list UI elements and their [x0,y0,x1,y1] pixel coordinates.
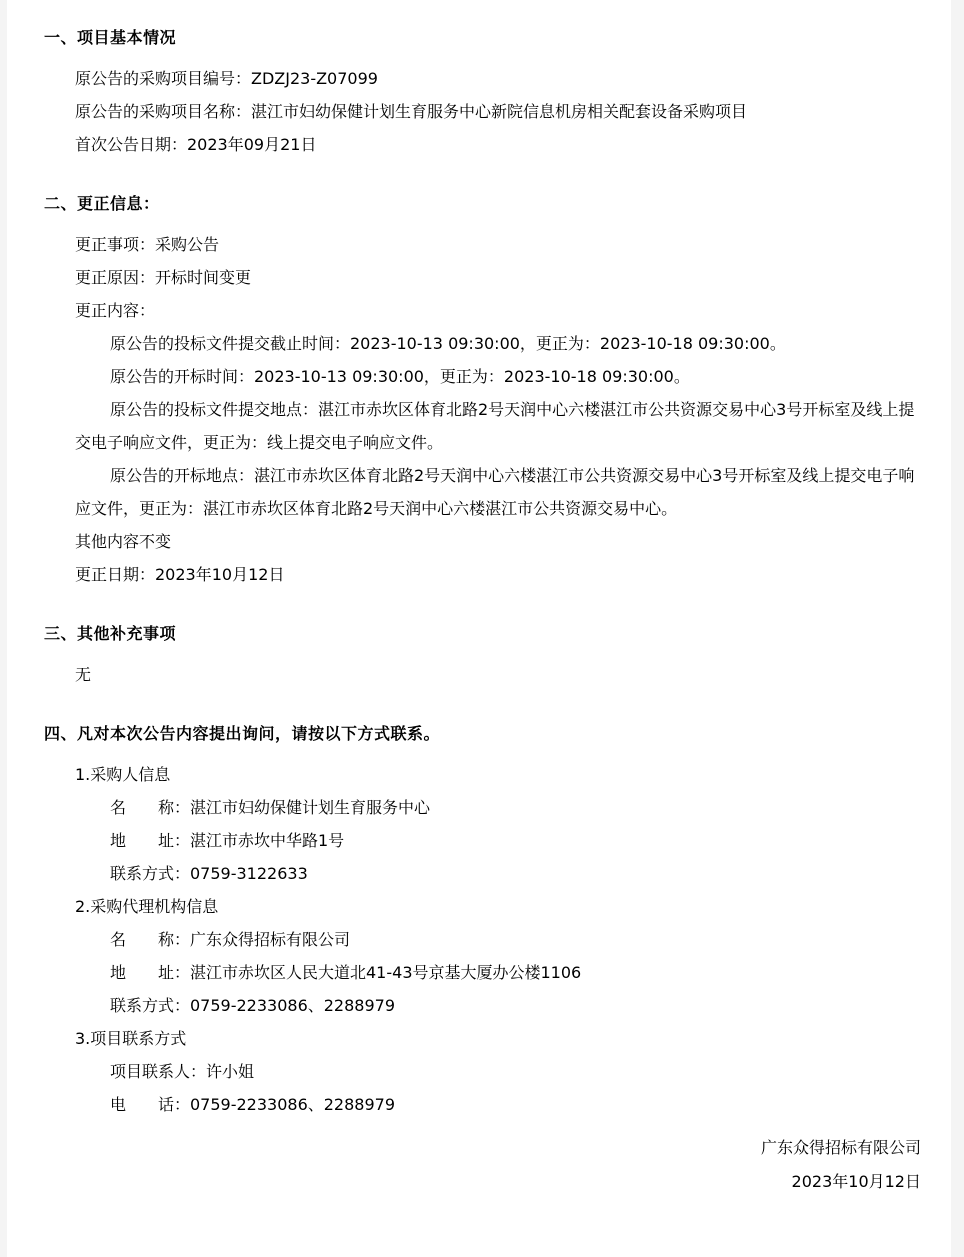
line-original-project-name: 原公告的采购项目名称：湛江市妇幼保健计划生育服务中心新院信息机房相关配套设备采购项目 [75,102,748,121]
line-project-contact-person: 项目联系人：许小姐 [110,1062,255,1081]
section-heading-basic-info: 一、项目基本情况 [44,28,177,47]
line-first-announcement-date: 首次公告日期：2023年09月21日 [75,135,317,154]
line-agency-address: 地 址：湛江市赤坎区人民大道北41-43号京基大厦办公楼1106 [110,963,582,982]
signature-company: 广东众得招标有限公司 [760,1138,921,1157]
section-heading-supplementary: 三、其他补充事项 [44,624,177,643]
signature-date: 2023年10月12日 [791,1172,921,1191]
line-correction-date: 更正日期：2023年10月12日 [75,565,285,584]
notice-body [44,21,921,1199]
line-supplementary-none: 无 [75,665,92,684]
section-heading-correction-info: 二、更正信息： [44,194,160,213]
line-bid-opening-place-change: 原公告的开标地点：湛江市赤坎区体育北路2号天润中心六楼湛江市公共资源交易中心3号开标室及线上提交电子响应文件，更正为：湛江市赤坎区体育北路2号天润中心六楼湛江市公共资源交易中心。 [75,466,915,518]
line-project-phone: 电 话：0759-2233086、2288979 [110,1095,396,1114]
line-correction-item: 更正事项：采购公告 [75,235,220,254]
line-submission-deadline-change: 原公告的投标文件提交截止时间：2023-10-13 09:30:00，更正为：2023-10-18 09:30:00。 [110,334,786,353]
line-original-project-number: 原公告的采购项目编号：ZDZJ23-Z07099 [75,69,378,88]
line-buyer-address: 地 址：湛江市赤坎中华路1号 [110,831,345,850]
line-correction-content-label: 更正内容： [75,301,156,320]
line-buyer-contact: 联系方式：0759-3122633 [110,864,308,883]
line-buyer-info-title: 1.采购人信息 [75,765,171,784]
line-agency-name: 名 称：广东众得招标有限公司 [110,930,351,949]
line-correction-reason: 更正原因：开标时间变更 [75,268,252,287]
line-agency-contact: 联系方式：0759-2233086、2288979 [110,996,396,1015]
line-bid-opening-time-change: 原公告的开标时间：2023-10-13 09:30:00，更正为：2023-10-18 09:30:00。 [110,367,690,386]
line-other-content-unchanged: 其他内容不变 [75,532,172,551]
document-page [7,0,951,1257]
section-heading-contact: 四、凡对本次公告内容提出询问，请按以下方式联系。 [44,724,441,743]
line-submission-place-change: 原公告的投标文件提交地点：湛江市赤坎区体育北路2号天润中心六楼湛江市公共资源交易中心3号开标室及线上提交电子响应文件，更正为：线上提交电子响应文件。 [75,400,915,452]
line-agency-info-title: 2.采购代理机构信息 [75,897,219,916]
signature-block [44,1131,921,1199]
line-project-contact-title: 3.项目联系方式 [75,1029,187,1048]
line-buyer-name: 名 称：湛江市妇幼保健计划生育服务中心 [110,798,431,817]
